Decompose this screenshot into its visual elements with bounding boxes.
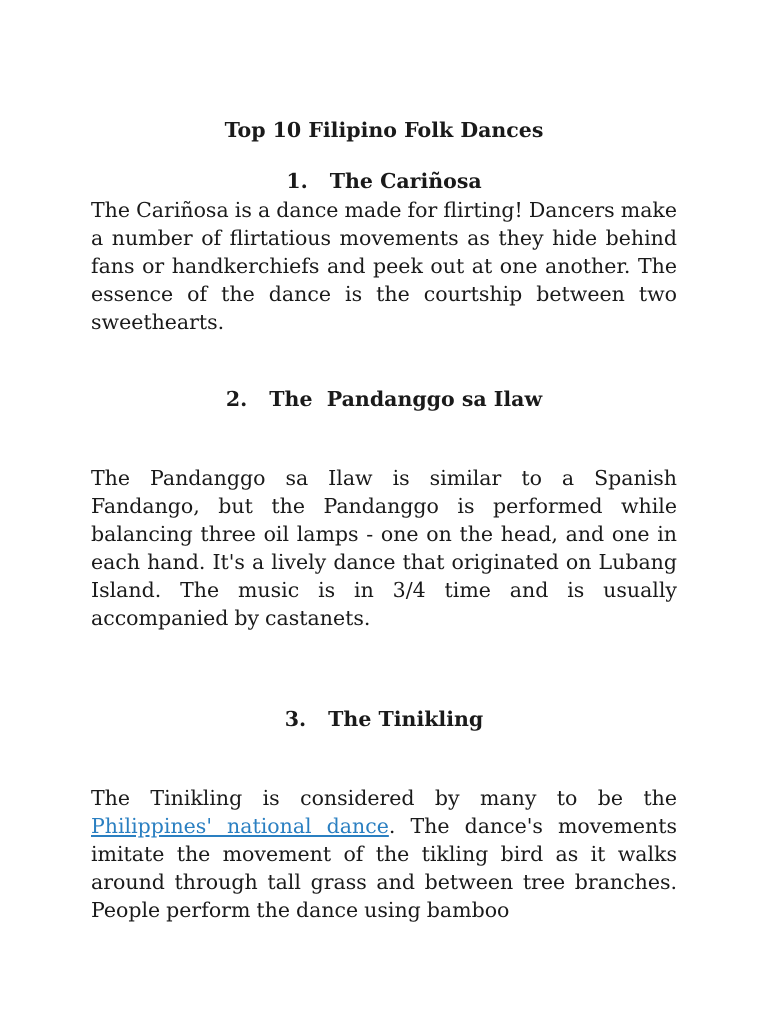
section-body-carinosa: The Cariñosa is a dance made for flirting! Dancers make a number of flirtatious movements as they hide behind fans or handkerchiefs and peek out at one another. The essence of the dance is the courtship between two sweethearts. [91,198,677,334]
section-title: The Cariñosa [329,169,482,193]
section-heading-pandanggo [91,385,677,413]
section-title: The Pandanggo sa Ilaw [269,387,543,411]
body-text: . The dance's movements imitate the movement of the tikling bird as it walks around through tall grass and between tree branches. People perform the dance using bamboo [91,814,677,922]
body-text: The Tinikling is considered by many to be the [91,786,677,810]
section-number: 2. [225,387,248,411]
document-page [91,0,677,1024]
section-title: The Tinikling [328,707,484,731]
section-number: 3. [284,707,307,731]
section-heading-carinosa [91,167,677,195]
section-number: 1. [286,169,308,193]
section-body-pandanggo: The Pandanggo sa Ilaw is similar to a Spanish Fandango, but the Pandanggo is performed while balancing three oil lamps - one on the head, and one in each hand. It's a lively dance that originated on Lubang Island. The music is in 3/4 time and is usually accompanied by castanets. [91,466,677,630]
section-heading-tinikling [91,705,677,733]
national-dance-link[interactable]: Philippines' national dance [91,814,389,838]
section-body-tinikling [91,784,677,924]
document-title: Top 10 Filipino Folk Dances [224,118,544,142]
